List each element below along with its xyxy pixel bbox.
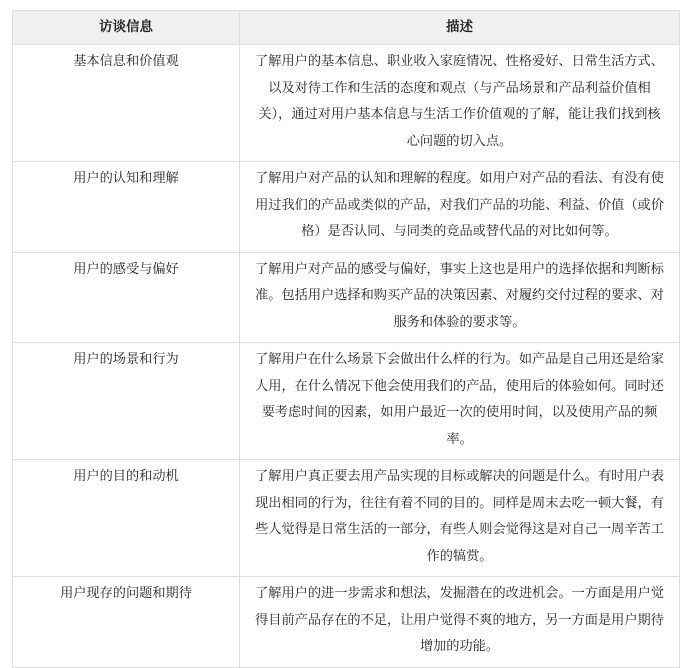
interview-info-table-container bbox=[12, 10, 679, 668]
row-description: 了解用户的进一步需求和想法，发掘潜在的改进机会。一方面是用户觉得目前产品存在的不足，让用户觉得不爽的地方，另一方面是用户期待增加的功能。 bbox=[240, 577, 680, 668]
table-row bbox=[13, 45, 680, 162]
header-description: 描述 bbox=[240, 11, 680, 45]
table-row bbox=[13, 460, 680, 577]
header-interview-info: 访谈信息 bbox=[13, 11, 240, 45]
row-label: 用户现存的问题和期待 bbox=[13, 577, 240, 668]
row-label: 用户的认知和理解 bbox=[13, 162, 240, 253]
row-description: 了解用户真正要去用产品实现的目标或解决的问题是什么。有时用户表现出相同的行为，往往有着不同的目的。同样是周末去吃一顿大餐，有些人觉得是日常生活的一部分，有些人则会觉得这是对自己一周辛苦工作的犒赏。 bbox=[240, 460, 680, 577]
row-description: 了解用户对产品的认知和理解的程度。如用户对产品的看法、有没有使用过我们的产品或类似的产品，对我们产品的功能、利益、价值（或价格）是否认同、与同类的竞品或替代品的对比如何等。 bbox=[240, 162, 680, 253]
row-label: 用户的目的和动机 bbox=[13, 460, 240, 577]
table-row bbox=[13, 343, 680, 460]
table-row bbox=[13, 577, 680, 668]
row-description: 了解用户在什么场景下会做出什么样的行为。如产品是自己用还是给家人用，在什么情况下他会使用我们的产品，使用后的体验如何。同时还要考虑时间的因素，如用户最近一次的使用时间，以及使用产品的频率。 bbox=[240, 343, 680, 460]
table-row bbox=[13, 252, 680, 343]
table-row bbox=[13, 162, 680, 253]
row-label: 基本信息和价值观 bbox=[13, 45, 240, 162]
row-label: 用户的感受与偏好 bbox=[13, 252, 240, 343]
row-label: 用户的场景和行为 bbox=[13, 343, 240, 460]
row-description: 了解用户对产品的感受与偏好，事实上这也是用户的选择依据和判断标准。包括用户选择和购买产品的决策因素、对履约交付过程的要求、对服务和体验的要求等。 bbox=[240, 252, 680, 343]
table-header-row bbox=[13, 11, 680, 45]
row-description: 了解用户的基本信息、职业收入家庭情况、性格爱好、日常生活方式、以及对待工作和生活的态度和观点（与产品场景和产品利益价值相关），通过对用户基本信息与生活工作价值观的了解，能让我们找到核心问题的切入点。 bbox=[240, 45, 680, 162]
interview-info-table bbox=[12, 10, 680, 668]
